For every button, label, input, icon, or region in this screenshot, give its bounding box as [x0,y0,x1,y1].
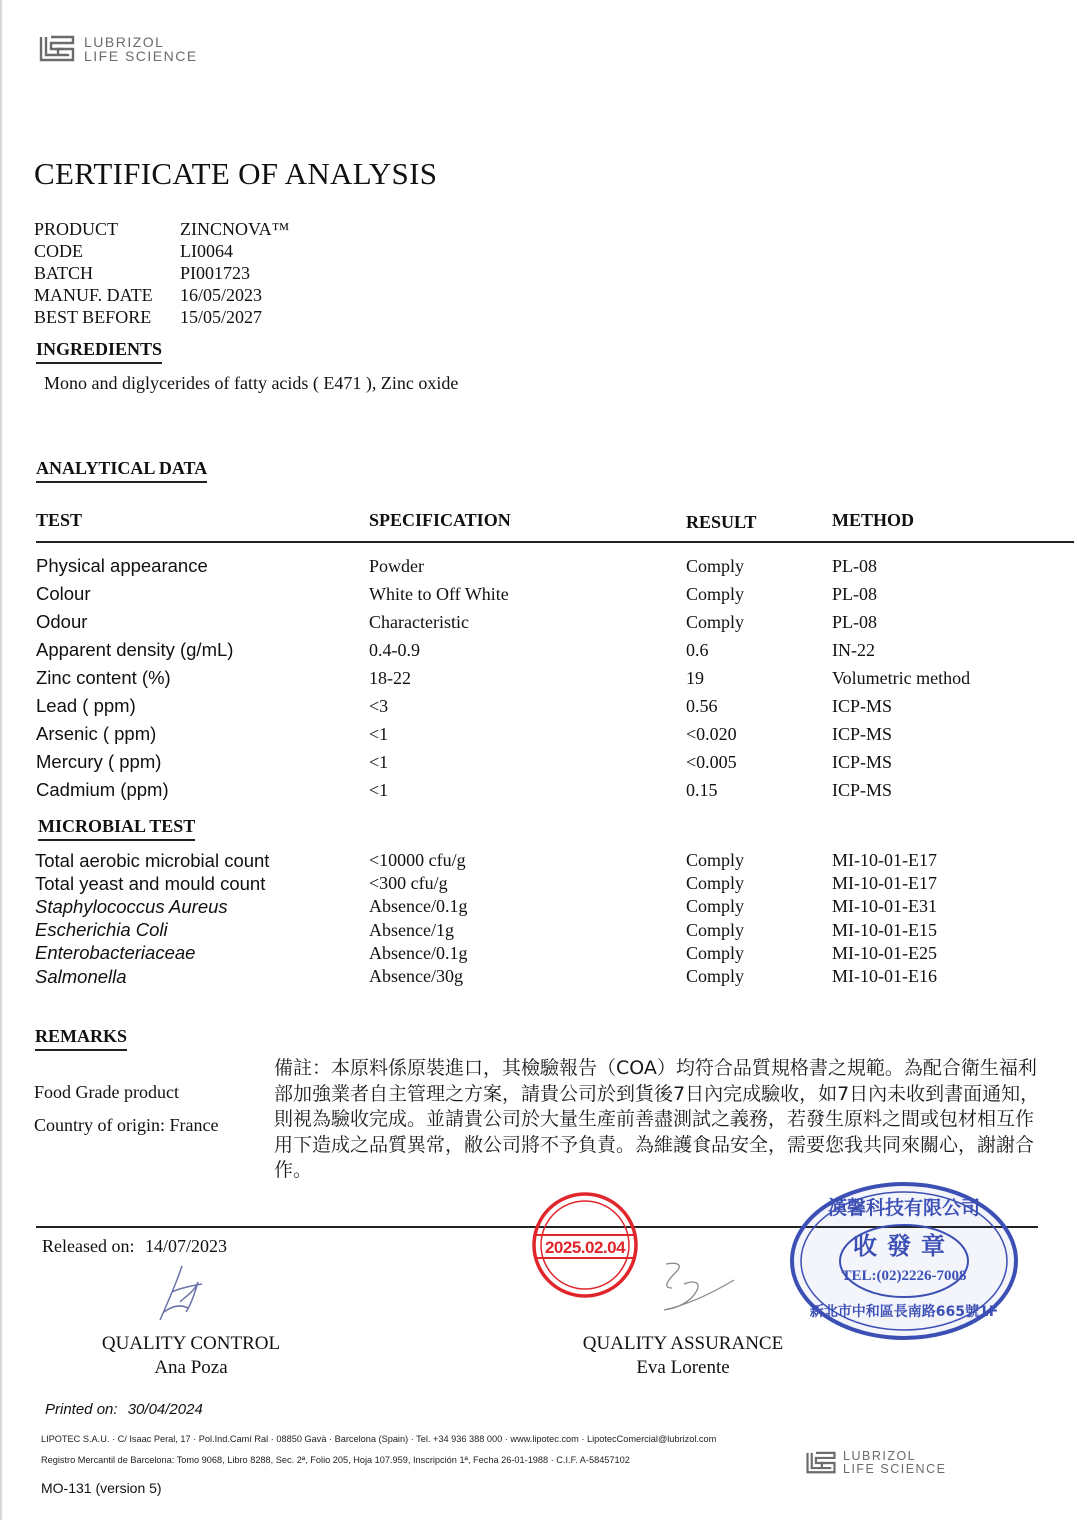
result: Comply [686,583,745,604]
specification: Absence/30g [369,966,463,987]
result: Comply [686,850,745,871]
analytical-heading: ANALYTICAL DATA [36,458,207,483]
lubrizol-logo-icon [38,35,76,63]
specification: Characteristic [369,611,469,632]
table-row [36,776,1072,804]
remarks-chinese-notice: 備註：本原料係原裝進口，其檢驗報告（COA）均符合品質規格書之規範。為配合衛生福利部加強業者自主管理之方案，請貴公司於到貨後7日內完成驗收，如7日內未收到書面通知，則視為驗收完成。並請貴公司於大量生產前善盡測試之義務，若發生原料之間或包材相互作用下造成之品質異常，敝公司將不予負責。為維護食品安全，需要您我共同來關心，謝謝合作。 [274,1057,1040,1181]
column-header-result: RESULT [686,511,757,532]
qc-title: QUALITY CONTROL [101,1333,281,1354]
release-info [42,1236,227,1257]
logo-line2: LIFE SCIENCE [84,48,198,64]
company-stamp-tel: TEL:(02)2226-7008 [841,1268,967,1284]
table-row [35,919,1072,942]
table-row [35,872,1072,895]
microbial-table [35,849,1072,988]
analytical-table [36,494,1072,546]
specification: Absence/0.1g [369,896,468,917]
method: PL-08 [832,611,877,632]
page-edge [0,0,3,1520]
info-value: PI001723 [180,263,251,283]
remarks-heading: REMARKS [35,1026,127,1051]
specification: Absence/1g [369,919,454,940]
table-row [35,849,1072,872]
table-row [35,942,1072,965]
method: ICP-MS [832,723,893,744]
footer-logo [805,1450,946,1475]
result: Comply [686,873,745,894]
test-name: Total aerobic microbial count [35,849,270,871]
result: Comply [686,555,745,576]
column-header-test: TEST [36,509,83,530]
test-name: Cadmium (ppm) [36,779,169,800]
info-row-best-before [34,306,289,328]
table-row [36,748,1072,776]
qc-block [80,1333,302,1379]
specification: <1 [369,779,389,800]
specification: <1 [369,751,389,772]
table-row [36,580,1072,608]
header-logo [38,35,198,63]
table-row [36,664,1072,692]
result: <0.020 [686,723,737,744]
specification: <1 [369,723,389,744]
printed-info [45,1401,203,1418]
company-stamp-title: 收發章 [853,1232,955,1260]
method: MI-10-01-E17 [832,873,937,894]
info-label: MANUF. DATE [34,285,153,305]
footer-registry: Registro Mercantil de Barcelona: Tomo 9068, Libro 8288, Sec. 2ª, Folio 205, Hoja 107.959, Inscripción 1ª, Fecha 26-01-1988 · C.I.F. A-58457102 [41,1455,630,1465]
test-name: Zinc content (%) [36,667,171,688]
test-name: Salmonella [35,965,127,987]
logo-line1: LUBRIZOL [84,34,165,50]
test-name: Odour [36,611,88,632]
method: PL-08 [832,583,877,604]
qa-title: QUALITY ASSURANCE [582,1333,784,1354]
footer-address: LIPOTEC S.A.U. · C/ Isaac Peral, 17 · Pol.Ind.Camí Ral · 08850 Gavà · Barcelona (Spain) · Tel. +34 936 388 000 · www.lipotec.com · LipotecComercial@lubrizol.com [41,1434,717,1444]
test-name: Apparent density (g/mL) [36,639,234,660]
method: IN-22 [832,639,875,660]
qa-block [560,1333,806,1379]
test-name: Enterobacteriaceae [35,942,196,964]
specification: 0.4-0.9 [369,639,420,660]
release-date: 14/07/2023 [144,1236,227,1256]
release-label: Released on: [42,1236,135,1256]
table-row [36,636,1072,664]
method: MI-10-01-E25 [832,942,937,963]
product-info [34,218,289,328]
test-name: Physical appearance [36,555,208,576]
result: <0.005 [686,751,737,772]
microbial-heading: MICROBIAL TEST [38,816,195,841]
info-value: 16/05/2023 [180,285,263,305]
test-name: Lead ( ppm) [36,695,136,716]
info-row-batch [34,262,289,284]
result: Comply [686,896,745,917]
company-stamp [788,1180,1020,1342]
qa-signature [654,1258,738,1314]
specification: <10000 cfu/g [369,850,466,871]
date-stamp [530,1190,640,1300]
table-row [36,608,1072,636]
qc-signature [150,1262,210,1324]
method: PL-08 [832,555,877,576]
result: Comply [686,966,745,987]
column-header-specification: SPECIFICATION [369,509,511,530]
column-header-method: METHOD [832,509,915,530]
test-name: Total yeast and mould count [35,872,266,894]
method: MI-10-01-E16 [832,966,937,987]
result: Comply [686,942,745,963]
result: 0.56 [686,695,718,716]
info-label: CODE [34,241,83,261]
ingredients-text: Mono and diglycerides of fatty acids ( E471 ), Zinc oxide [44,373,459,393]
specification: Powder [369,555,424,576]
result: 19 [686,667,704,688]
specification: Absence/0.1g [369,942,468,963]
method: ICP-MS [832,779,893,800]
result: Comply [686,611,745,632]
result: 0.15 [686,779,718,800]
table-row [35,965,1072,988]
table-row [36,552,1072,580]
info-value: 15/05/2027 [180,307,263,327]
test-name: Arsenic ( ppm) [36,723,157,744]
specification: <300 cfu/g [369,873,448,894]
method: MI-10-01-E15 [832,919,937,940]
test-name: Staphylococcus Aureus [35,895,228,917]
info-label: BATCH [34,263,94,283]
qa-name: Eva Lorente [636,1357,730,1378]
info-label: PRODUCT [34,219,119,239]
ingredients-heading: INGREDIENTS [36,339,162,364]
page-title: CERTIFICATE OF ANALYSIS [34,156,438,191]
table-row [36,720,1072,748]
form-code: MO-131 (version 5) [41,1480,162,1496]
header-rule [36,541,1074,543]
qc-name: Ana Poza [154,1357,228,1378]
info-row-product [34,218,289,240]
method: ICP-MS [832,695,893,716]
method: Volumetric method [832,667,971,688]
footer-logo-line1: LUBRIZOL [843,1449,917,1463]
result: 0.6 [686,639,709,660]
method: MI-10-01-E17 [832,850,937,871]
table-row [35,895,1072,918]
remark-origin: Country of origin: France [34,1115,219,1135]
table-row [36,692,1072,720]
table-header-row [36,494,1072,546]
test-name: Mercury ( ppm) [36,751,162,772]
analytical-rows [36,552,1072,804]
lubrizol-logo-icon [805,1451,837,1475]
info-row-code [34,240,289,262]
specification: White to Off White [369,583,509,604]
method: MI-10-01-E31 [832,896,937,917]
remark-food-grade: Food Grade product [34,1082,179,1102]
test-name: Escherichia Coli [35,919,168,941]
printed-date: 30/04/2024 [127,1401,203,1418]
method: ICP-MS [832,751,893,772]
info-label: BEST BEFORE [34,307,152,327]
company-stamp-address: 新北市中和區長南路665號1F [809,1304,999,1320]
info-value: LI0064 [180,241,233,261]
specification: <3 [369,695,389,716]
result: Comply [686,919,745,940]
info-value: ZINCNOVA™ [180,219,290,239]
date-stamp-text: 2025.02.04 [544,1238,626,1257]
footer-logo-line2: LIFE SCIENCE [843,1461,947,1476]
specification: 18-22 [369,667,411,688]
company-stamp-name: 漢馨科技有限公司 [827,1197,981,1219]
test-name: Colour [36,583,91,604]
printed-label: Printed on: [45,1401,118,1418]
remarks-notes [34,1076,218,1142]
info-row-manuf-date [34,284,289,306]
